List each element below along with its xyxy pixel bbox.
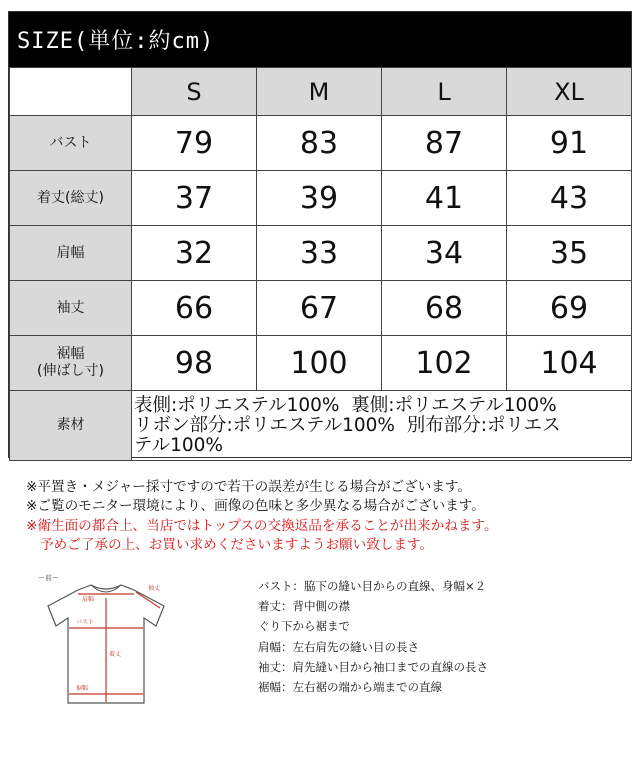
size-chart <box>8 11 632 458</box>
note-no-returns: ※衛生面の都合上、当店ではトップスの交換返品を承ることが出来かねます。 <box>26 517 498 534</box>
row-label: 肩幅 <box>10 226 132 281</box>
table-cell: 102 <box>382 336 507 391</box>
tshirt-diagram <box>36 568 176 713</box>
measurement-hem: 裾幅：左右裾の端から端までの直線 <box>258 680 442 695</box>
notes <box>26 478 498 555</box>
diagram-front-label: ー前ー <box>38 575 59 582</box>
table-cell: 83 <box>257 116 382 171</box>
measurement-shoulder: 肩幅：左右肩先の縫い目の長さ <box>258 639 419 654</box>
table-cell: 41 <box>382 171 507 226</box>
measurement-bust: バスト：脇下の縫い目からの直線、身幅×２ <box>258 579 487 593</box>
table-cell: 69 <box>507 281 632 336</box>
table-cell: 68 <box>382 281 507 336</box>
diagram-shoulder-label: 肩幅 <box>82 597 95 603</box>
size-grid <box>9 67 632 461</box>
table-cell: 66 <box>132 281 257 336</box>
col-header-m: M <box>257 68 382 116</box>
table-cell: 39 <box>257 171 382 226</box>
material-line-3: テル100% <box>134 434 223 456</box>
corner-cell <box>10 68 132 116</box>
row-label-sub: (伸ばし寸) <box>37 363 104 379</box>
table-cell: 33 <box>257 226 382 281</box>
table-row <box>10 171 632 226</box>
material-label: 素材 <box>10 391 132 461</box>
material-cell <box>132 391 632 461</box>
table-row <box>10 336 632 391</box>
col-header-s: S <box>132 68 257 116</box>
table-row <box>10 116 632 171</box>
table-cell: 37 <box>132 171 257 226</box>
measurement-length-cont: ぐり下から裾まで <box>258 619 350 634</box>
note-monitor-color: ※ご覧のモニター環境により、画像の色味と多少異なる場合がございます。 <box>26 498 485 515</box>
table-cell: 35 <box>507 226 632 281</box>
diagram-hem-label: 裾幅 <box>76 686 89 692</box>
table-row <box>10 226 632 281</box>
row-label: 着丈(総丈) <box>10 171 132 226</box>
measurement-definitions <box>258 576 488 697</box>
measurement-length: 着丈：背中側の襟 <box>258 599 350 614</box>
col-header-xl: XL <box>507 68 632 116</box>
row-label: バスト <box>10 116 132 171</box>
table-cell: 91 <box>507 116 632 171</box>
row-label <box>10 336 132 391</box>
table-cell: 79 <box>132 116 257 171</box>
row-label: 袖丈 <box>10 281 132 336</box>
material-row <box>10 391 632 461</box>
note-measurement-error: ※平置き・メジャー採寸ですので若干の誤差が生じる場合がございます。 <box>26 479 472 495</box>
table-cell: 67 <box>257 281 382 336</box>
table-cell: 87 <box>382 116 507 171</box>
note-acknowledge: 予めご了承の上、お買い求めくださいますようお願い致します。 <box>40 536 434 553</box>
material-line-2: リボン部分:ポリエステル100% 別布部分:ポリエス <box>134 414 561 436</box>
table-cell: 100 <box>257 336 382 391</box>
table-cell: 34 <box>382 226 507 281</box>
size-header-row <box>10 68 632 116</box>
table-cell: 98 <box>132 336 257 391</box>
table-cell: 32 <box>132 226 257 281</box>
diagram-sleeve-label: 袖丈 <box>148 586 161 592</box>
title-bar <box>9 12 631 67</box>
row-label-main: 裾幅 <box>56 346 85 362</box>
col-header-l: L <box>382 68 507 116</box>
diagram-bust-label: バスト <box>76 620 95 626</box>
measurement-sleeve: 袖丈：肩先縫い目から袖口までの直線の長さ <box>258 659 488 674</box>
material-line-1: 表側:ポリエステル100% 裏側:ポリエステル100% <box>134 394 557 416</box>
diagram-length-label: 着丈 <box>109 652 122 658</box>
table-cell: 43 <box>507 171 632 226</box>
table-cell: 104 <box>507 336 632 391</box>
chart-title: SIZE(単位:約cm) <box>17 29 215 54</box>
table-row <box>10 281 632 336</box>
